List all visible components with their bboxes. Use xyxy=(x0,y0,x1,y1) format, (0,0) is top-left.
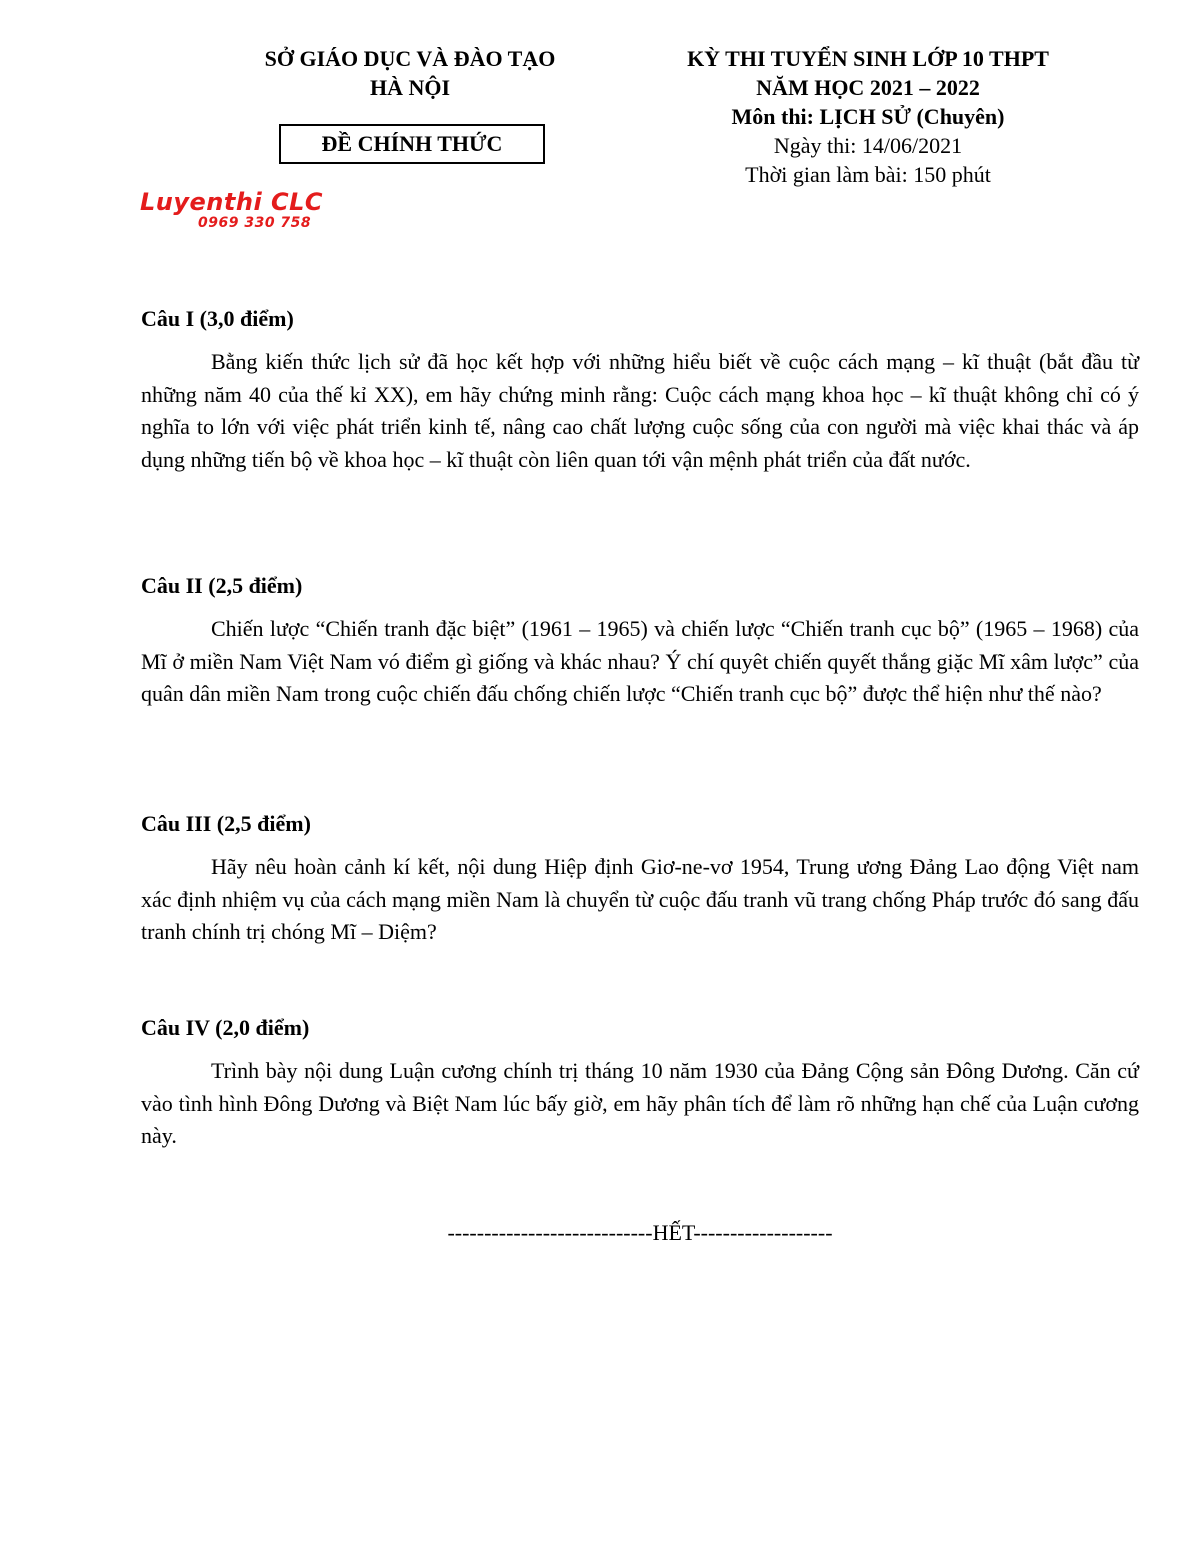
exam-duration: Thời gian làm bài: 150 phút xyxy=(745,162,991,187)
department-name: SỞ GIÁO DỤC VÀ ĐÀO TẠO xyxy=(264,46,556,71)
exam-date: Ngày thi: 14/06/2021 xyxy=(773,133,963,158)
question-title: Câu IV (2,0 điểm) xyxy=(141,1015,310,1040)
question-body: Bằng kiến thức lịch sử đã học kết hợp với những hiểu biết về cuộc cách mạng – kĩ thuật (bắt đầu từ những năm 40 của thế kỉ XX), em hãy chứng minh rằng: Cuộc cách mạng khoa học – kĩ thuật không chỉ có ý nghĩa to lớn với việc phát triển kinh tế, nâng cao chất lượng cuộc sống của con người mà việc khai thác và áp dụng những tiến bộ về khoa học – kĩ thuật còn liên quan tới vận mệnh phát triển của đất nước. xyxy=(141,349,1139,472)
exam-info-header xyxy=(618,44,1118,189)
question-title: Câu I (3,0 điểm) xyxy=(141,306,294,331)
question-2 xyxy=(141,570,1139,711)
question-title: Câu III (2,5 điểm) xyxy=(141,811,311,836)
question-1 xyxy=(141,303,1139,476)
watermark-phone: 0969 330 758 xyxy=(198,215,312,231)
question-body: Chiến lược “Chiến tranh đặc biệt” (1961 – 1965) và chiến lược “Chiến tranh cục bộ” (1965 – 1968) của Mĩ ở miền Nam Việt Nam vó điểm gì giống và khác nhau? Ý chí quyêt chiến quyết thắng giặc Mĩ xâm lược” của quân dân miền Nam trong cuộc chiến đấu chống chiến lược “Chiến tranh cục bộ” được thể hiện như thế nào? xyxy=(141,616,1139,706)
question-title: Câu II (2,5 điểm) xyxy=(141,573,303,598)
question-body: Trình bày nội dung Luận cương chính trị tháng 10 năm 1930 của Đảng Cộng sản Đông Dương. Căn cứ vào tình hình Đông Dương và Biệt Nam lúc bấy giờ, em hãy phân tích để làm rõ những hạn chế của Luận cương này. xyxy=(141,1058,1139,1148)
department-header xyxy=(205,44,615,102)
watermark-name: Luyenthi CLC xyxy=(140,188,324,216)
question-3 xyxy=(141,808,1139,949)
question-body: Hãy nêu hoàn cảnh kí kết, nội dung Hiệp định Giơ-ne-vơ 1954, Trung ương Đảng Lao động Việt nam xác định nhiệm vụ của cách mạng miền Nam là chuyển từ cuộc đấu tranh vũ trang chống Pháp trước đó sang đấu tranh chính trị chóng Mĩ – Diệm? xyxy=(141,854,1139,944)
end-of-exam-marker: ----------------------------HẾT------------------- xyxy=(447,1220,833,1245)
department-city: HÀ NỘI xyxy=(369,75,451,100)
exam-subject: Môn thi: LỊCH SỬ (Chuyên) xyxy=(731,104,1005,129)
watermark-logo xyxy=(140,188,370,238)
exam-title: KỲ THI TUYỂN SINH LỚP 10 THPT xyxy=(687,46,1049,71)
school-year: NĂM HỌC 2021 – 2022 xyxy=(756,75,980,100)
question-4 xyxy=(141,1012,1139,1153)
official-exam-label: ĐỀ CHÍNH THỨC xyxy=(279,124,545,164)
